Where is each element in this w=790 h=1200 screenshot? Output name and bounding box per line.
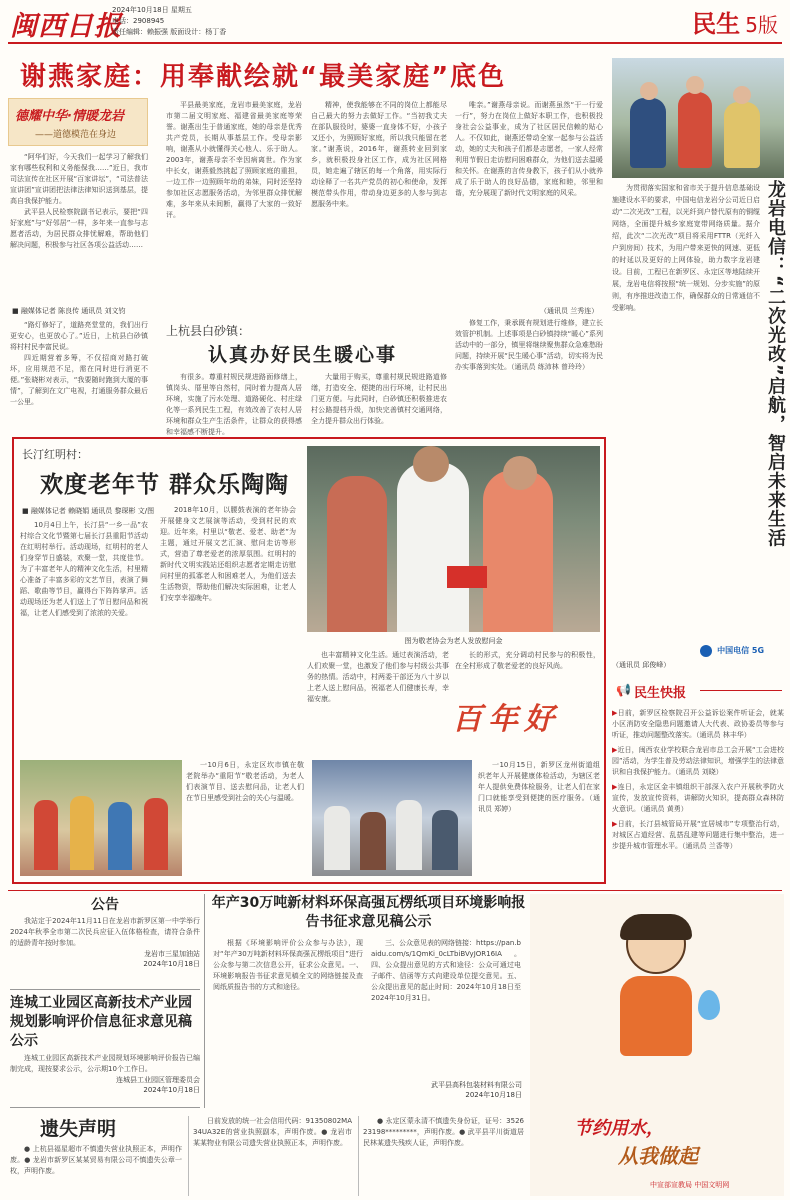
- hongcun-main-photo: [307, 446, 600, 632]
- plan-title: 连城工业园区高新技术产业园规划影响评价信息征求意见稿公示: [10, 995, 192, 1049]
- minsheng-header: [612, 680, 782, 702]
- page-number: 5版: [745, 13, 778, 37]
- plan-box: [10, 994, 200, 1108]
- cartoon-boy-icon: [600, 914, 710, 1064]
- column-banner: [8, 98, 148, 146]
- editor-line: 责任编辑：赖振强 版面设计：杨丁香: [112, 28, 227, 36]
- lead-col2: 平县最美家庭，龙岩市最美家庭，龙岩市第二届文明家庭、福建省最美家庭等荣誉。谢燕出生于普通家庭，她的母亲是优秀共产党员，长期从事基层工作。受母亲影响，谢燕从小就懂得关心他人、乐于助人。2003年，谢燕母亲不幸因病离世。作为家中长女，谢燕毅然挑起了照顾家庭的重担，一边工作一边照顾年幼的弟妹，同时还坚持参加社区志愿服务活动，为邻里群众排忧解难，多年来从未间断，赢得了大家的一致好评。: [166, 101, 302, 219]
- section-title: [692, 4, 778, 39]
- telecom-logo-icon: [700, 645, 712, 657]
- list-item: ▶连日，永定区金丰镇组织干部深入农户开展秋季防火宣传，发放宣传资料，讲解防火知识，提高群众森林防火意识。（通讯员 黄勇）: [612, 783, 784, 813]
- lost-notice: [10, 1112, 526, 1196]
- phone-line: 电话：2908945: [112, 17, 165, 25]
- minsheng-list: [612, 708, 784, 886]
- list-item: ▶近日，闽西农业学校联合龙岩市总工会开展“工会进校园”活动，为学生普及劳动法律知识，增强学生的法律意识和自我保护能力。（通讯员 刘晓）: [612, 746, 784, 776]
- megaphone-icon: 📢: [616, 683, 631, 697]
- kanshi-photo: [20, 760, 182, 876]
- project-title: 年产30万吨新材料环保高强瓦楞纸项目环境影响报告书征求意见稿公示: [211, 895, 526, 930]
- lead-col3: 精神，使我能够在不同的岗位上都能尽自己最大的努力去做好工作。“当初我丈夫在部队服役时，婆婆一直身体不好，小孩子又还小，为照顾好家庭，所以我只能留在老家。”谢燕说，2016年，谢燕转业回到家乡，就积极投身社区工作，成为社区网格员，她走遍了辖区的每一个角落，用实际行动诠释了一名共产党员的初心和使命，发挥模范带头作用，带动身边更多的人参与到志愿服务中来。: [311, 101, 447, 208]
- hongcun-col1: 10月4日上午，长汀县“一乡一品”农村综合文化节暨第七届长汀县重阳节活动在红明村举行。活动现场，红明村的老人们身穿节日盛装，欢聚一堂，共度佳节。为了丰富老年人的精神文化生活，村里精心准备了丰富多彩的文艺节目，表演了舞蹈、歌曲等节目，赢得台下阵阵掌声。活动现场还为老人们送上了节日慰问品和祝福，让老人们感受到了浓浓的关爱。: [20, 521, 148, 617]
- lost-col2: 日前发放的统一社会信用代码：91350802MA34UA32E的营业执照副本，声明作废。● 龙岩市某某物业有限公司遗失营业执照正本，声明作废。: [193, 1117, 352, 1147]
- hongcun-col2: 2018年10月，以腰鼓表演的老年协会开展健身文艺展演等活动，受到村民的欢迎。近年来，村里以“敬老、爱老、助老”为主题，通过开展文艺汇演、慰问走访等形式，营造了尊老爱老的浓厚氛围。红明村的新时代文明实践站还组织志愿者定期走访慰问村里的孤寡老人和困难老人，为他们送去生活物资，帮助他们解决实际困难，让老人们安享幸福晚年。: [160, 506, 296, 602]
- hongcun-lower-b: 长的形式，充分调动村民参与的积极性，在全村形成了敬老爱老的良好风尚。: [455, 651, 600, 670]
- notice-title: 公告: [91, 897, 119, 913]
- lost-col1: ● 上杭县福星超市不慎遗失营业执照正本，声明作废。● 龙岩市新罗区某某贸易有限公司不慎遗失公章一枚，声明作废。: [10, 1145, 182, 1175]
- plan-text: 连城工业园区高新技术产业园规划环境影响评价报告已编制完成，现按要求公示，公示期10个工作日。: [10, 1054, 200, 1073]
- column-title: 德耀中华·情暖龙岩: [15, 109, 124, 124]
- list-item: ▶日前，新罗区检察院召开公益诉讼案件听证会，就某小区消防安全隐患问题邀请人大代表、政协委员等参与听证，推动问题整改落实。（通讯员 林丰华）: [612, 709, 784, 739]
- bottom-rule: [8, 890, 782, 891]
- notice-signature: 龙岩市三星加油站 2024年10月18日: [143, 950, 200, 968]
- psa-poster: [530, 894, 784, 1196]
- telecom-headline: 龙岩电信：“二次光改”启航，智启未来生活: [765, 180, 786, 548]
- notice-text: 我站定于2024年11月11日在龙岩市新罗区第一中学举行2024年秋季全市第二次民兵应征入伍体格检查，请符合条件的适龄青年按时参加。: [10, 917, 200, 947]
- hongcun-kicker: 长汀红明村：: [22, 448, 88, 461]
- column-subtitle: ——道德模范在身边: [35, 130, 117, 140]
- lead-col4-byline: （通讯员 兰秀连）: [540, 307, 599, 315]
- lead-col4: 唯亲。”谢燕母亲说。而谢燕虽然“干一行爱一行”，努力在岗位上做好本职工作，也积极投身社会公益事业，成为了社区居民信赖的贴心人。不仅如此，谢燕还带动全家一起参与公益活动，她的丈夫和孩子们都是志愿者，一家人经常利用节假日走访慰问困难群众，为他们送去温暖和关怀。在谢燕的言传身教下，孩子们从小就养成了乐于助人的良好品德，家庭和睦，邻里和谐，充分展现了新时代文明家庭的风采。: [455, 101, 603, 197]
- newspaper-logo: 闽西日报: [10, 11, 122, 40]
- project-col2: 三、公众意见表的网络链接：https://pan.baidu.com/s/1QmKi_0cLTbiBVyJOR16IA。四、公众提出意见的方式和途径：公众可通过电子邮件、信函等方式向建设单位提交意见。五、公众提出意见的起止时间：2024年10月18日至2024年10月31日。: [371, 939, 521, 1002]
- hongcun-stamp: 百年好: [452, 702, 560, 737]
- psa-credit: 中宣部宣教局 中国文明网: [650, 1181, 730, 1189]
- baisha-text-a: 有很多。尊重村规民规进路面修缮上，镇岗头、厝里等自然村，同时着力提高人居环境，实施了污水处理、道路硬化、村庄绿化等一系列民生工程，有效改善了农村人居环境和群众生产生活条件，让群众的获得感和幸福感不断提升。: [166, 373, 302, 436]
- lead-headline: 谢燕家庭：用奉献绘就“最美家庭”底色: [20, 62, 507, 92]
- hongcun-headline: 欢度老年节 群众乐陶陶: [40, 472, 290, 498]
- psa-slogan-1: 节约用水，: [574, 1118, 664, 1139]
- baisha-text-b: 大量用于购买，尊重村规民规进路道修缮，打造安全、便捷的出行环境，让村民出门更方便。与此同时，白砂镇还积极推进农村公路提档升级，加快完善镇村交通网络，全力提升群众出行体验。: [311, 373, 447, 425]
- longzhou-caption: 一10月15日，新罗区龙州街道组织老年人开展健康体检活动，为辖区老年人提供免费体检服务，让老人们在家门口就能享受到便捷的医疗服务。（通讯员 郑婷）: [478, 761, 600, 813]
- project-signature: 武平县高科包装材料有限公司 2024年10月18日: [431, 1081, 522, 1099]
- lost-title: 遗失声明: [40, 1118, 117, 1140]
- project-col1: 根据《环境影响评价公众参与办法》，现对“年产30万吨新材料环保高强瓦楞纸项目”进行公众参与第二次信息公开，征求公众意见。一、环境影响报告书征求意见稿全文的网络链接及查阅纸质报告书的方式和途径。: [213, 939, 363, 991]
- psa-slogan-2: 从我做起: [618, 1144, 698, 1168]
- minsheng-title: 民生快报: [634, 686, 687, 701]
- section-name: 民生: [692, 10, 741, 38]
- masthead-rule: [8, 42, 782, 44]
- telecom-logo-text: 中国电信 5G: [717, 646, 765, 655]
- lead-photo: [612, 58, 784, 178]
- baisha-text-c: 修复工作，秉承既有规划进行维修，建立长效管护机制。上述事项是白砂镇持续“暖心”系列活动中的一部分，镇里将继续聚焦群众急难愁盼问题，持续开展“民生暖心事”活动，切实将为民办实事落到实处。（通讯员 练沛林 曾玲玲）: [455, 319, 603, 371]
- project-box: [204, 894, 526, 1108]
- hongcun-photo-caption: 图为敬老协会为老人发放慰问金: [404, 637, 503, 645]
- notice-box: [10, 894, 200, 990]
- telecom-text: 为贯彻落实国家和省市关于提升信息基础设施建设水平的要求，中国电信龙岩分公司近日启动“二次光改”工程，以光纤到户替代原有的铜缆网络，全面提升城乡家庭宽带网络质量。据介绍，此次“二次光改”项目将采用FTTR（光纤入户到房间）技术，为用户带来更快的网速、更低的时延以及更好的上网体验，助力数字龙岩建设。目前，工程已在新罗区、永定区等地陆续开展，龙岩电信将按照“统一规划、分步实施”的原则，有序推进改造工作，确保群众的日常通信不受影响。: [612, 184, 760, 312]
- baisha-headline: 认真办好民生暖心事: [208, 344, 398, 366]
- list-item: ▶日前，长汀县城管局开展“宜居城市”专项整治行动，对城区占道经营、乱搭乱建等问题进行集中整治，进一步提升城市管理水平。（通讯员 兰香等）: [612, 820, 784, 850]
- plan-signature: 连城县工业园区管理委员会 2024年10月18日: [116, 1076, 200, 1094]
- lead-col1-byline: ■ 融媒体记者 陈良传 通讯员 刘文钧: [12, 307, 126, 315]
- lead-col1: “阿华们好，今天我们一起学习了解我们家有哪些权利和义务能保我……”近日，我市司法宣传在社区开展“百家讲坛”，“司法普法宣讲团”宣讲团把法律法律知识送到基层，提高自我保护能力。 武平县人民检察院副书记表示，要把“四好家庭”与“好邻居”一样，多年来一直参与志愿者活动，为居民群众排忧解难，帮助他们解决问题，积极参与社区各项公益活动……: [10, 153, 148, 249]
- kanshi-caption: 一10月6日，永定区坎市镇在敬老院举办“重阳节”敬老活动，为老人们表演节目、送去慰问品，让老人们在节日里感受到社会的关心与温暖。: [186, 761, 304, 802]
- telecom-byline: （通讯员 邱俊峰）: [612, 661, 671, 669]
- telecom-logo: [700, 640, 770, 658]
- hongcun-byline: ■ 融媒体记者 赖晓娟 通讯员 黎琛彬 文/图: [22, 507, 155, 515]
- water-drop-icon: [698, 990, 720, 1020]
- date-line: 2024年10月18日 星期五: [112, 6, 192, 14]
- longzhou-photo: [312, 760, 472, 876]
- masthead: [0, 0, 790, 40]
- lost-col3: ● 永定区蒙永清不慎遗失身份证，证号：352623198*********，声明作废。● 武平县平川街道居民林某遗失残疾人证，声明作废。: [363, 1117, 524, 1147]
- hongcun-lower-a: 也丰富精神文化生活。通过表演活动，老人们欢聚一堂，也激发了他们参与村级公共事务的热情。活动中，村两委干部还为八十岁以上老人送上慰问品，祝福老人们健康长寿，幸福安康。: [307, 651, 449, 703]
- lead-col1-lower: “路灯修好了，道路亮堂堂的，我们出行更安心，也更放心了。”近日，上杭县白砂镇将村村民李富民说。 四近期营着多筹，不仅招商对路打破坏，应用规范不足，需在同时进行消更不便。”张晓彬对表示，“我要随时跑到大厦的事情”，了解到在文广电视，打通服务群众最后一公里。: [10, 321, 148, 406]
- baisha-kicker: 上杭县白砂镇：: [166, 324, 251, 338]
